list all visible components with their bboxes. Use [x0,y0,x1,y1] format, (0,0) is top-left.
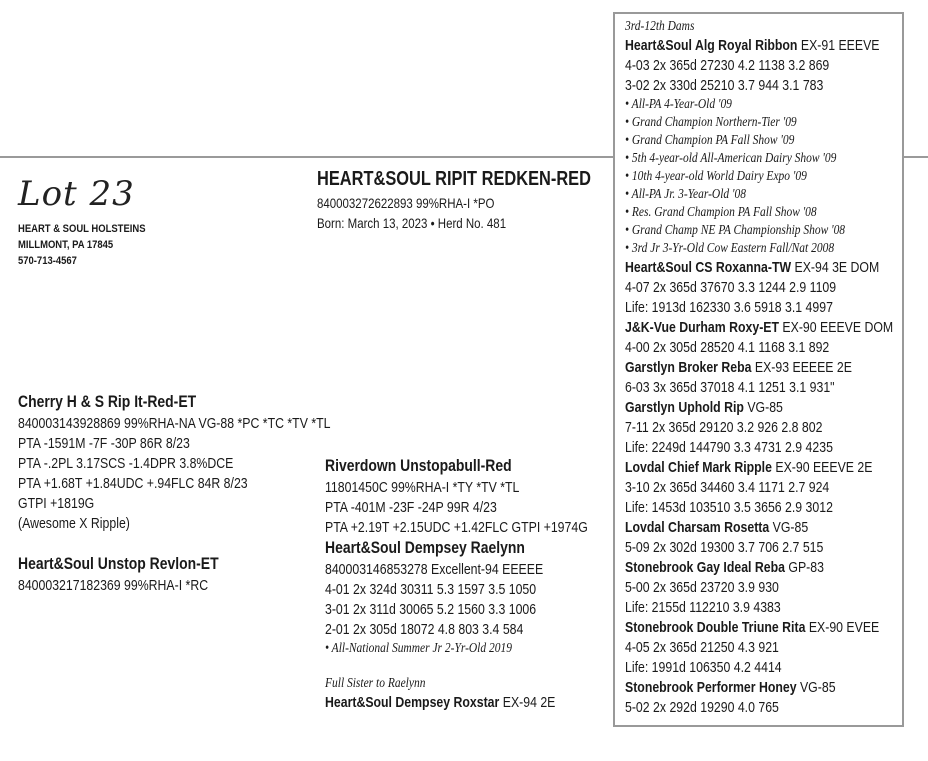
dam-entry-score: EX-90 EEEVE 2E [775,459,873,476]
dam-entry-name: Stonebrook Double Triune Rita [625,619,806,636]
dam-entry-score: EX-90 EEEVE DOM [782,319,894,336]
dam-entry-honor: • All-PA 4-Year-Old '09 [625,97,732,112]
dam-entry-record: 4-03 2x 365d 27230 4.2 1138 3.2 869 [625,57,830,74]
pedigree-rule-right [904,156,928,158]
second-dam-name: Heart&Soul Dempsey Raelynn [325,538,525,557]
dam-entry-name: Heart&Soul CS Roxanna-TW [625,259,792,276]
mgs-line: PTA +2.19T +2.15UDC +1.42FLC GTPI +1974G [325,519,588,536]
second-dam-block [325,538,543,658]
mgs-line: 11801450C 99%RHA-I *TY *TV *TL [325,479,520,496]
sire-line: PTA -1591M -7F -30P 86R 8/23 [18,435,190,452]
dam-entry-header [625,678,893,698]
dam-entry-honor: • 3rd Jr 3-Yr-Old Cow Eastern Fall/Nat 2008 [625,241,835,256]
full-sister-score: EX-94 2E [502,694,556,711]
sire-line: PTA +1.68T +1.84UDC +.94FLC 84R 8/23 [18,475,248,492]
dam-entry-record: 7-11 2x 365d 29120 3.2 926 2.8 802 [625,419,823,436]
dam-entry-name: Stonebrook Gay Ideal Reba [625,559,785,576]
dam-entry-header [625,558,893,578]
dam-entry-score: VG-85 [799,679,836,696]
dam-entry-honor: • 10th 4-year-old World Dairy Expo '09 [625,169,807,184]
dam-entry-record: 5-00 2x 365d 23720 3.9 930 [625,579,779,596]
dam-entry-score: EX-94 3E DOM [794,259,880,276]
dam-entry-record: 5-09 2x 302d 19300 3.7 706 2.7 515 [625,539,824,556]
second-dam-line: 2-01 2x 305d 18072 4.8 803 3.4 584 [325,621,524,638]
consignor-block [18,221,146,269]
dam-entry-header [625,398,893,418]
dam-entry-honor: • All-PA Jr. 3-Year-Old '08 [625,187,746,202]
sire-line: (Awesome X Ripple) [18,515,130,532]
dam-entry-header [625,518,893,538]
dam-entry-score: EX-90 EVEE [808,619,880,636]
mgs-block [325,456,588,538]
dam-entry-header [625,258,893,278]
mgs-line: PTA -401M -23F -24P 99R 4/23 [325,499,497,516]
dam-entry-record: 6-03 3x 365d 37018 4.1 1251 3.1 931" [625,379,835,396]
dam-entry-record: 4-00 2x 305d 28520 4.1 1168 3.1 892 [625,339,830,356]
dam-entry-honor: • 5th 4-year-old All-American Dairy Show '09 [625,151,837,166]
dam-entry-honor: • Grand Champ NE PA Championship Show '08 [625,223,846,238]
dam-entry-header [625,318,893,338]
dam-block [18,554,219,596]
consignor-name: HEART & SOUL HOLSTEINS [18,223,146,235]
dam-entry-name: Garstlyn Uphold Rip [625,399,744,416]
dam-entry-score: EX-91 EEEVE [800,37,880,54]
animal-name: HEART&SOUL RIPIT REDKEN-RED [317,168,591,190]
dam-entry-record: Life: 1453d 103510 3.5 3656 2.9 3012 [625,499,833,516]
dam-entry-header [625,358,893,378]
dam-entry-score: VG-85 [772,519,809,536]
dam-entry-name: Stonebrook Performer Honey [625,679,797,696]
mgs-name: Riverdown Unstopabull-Red [325,456,512,475]
dam-entry-record: Life: 2249d 144790 3.3 4731 2.9 4235 [625,439,833,456]
dam-line: 840003217182369 99%RHA-I *RC [18,577,209,594]
dam-entry-name: Lovdal Chief Mark Ripple [625,459,772,476]
sire-name: Cherry H & S Rip It-Red-ET [18,392,197,411]
pedigree-rule-left [0,156,613,158]
dams-box [613,12,904,727]
dams-list [625,18,893,718]
sire-line: 840003143928869 99%RHA-NA VG-88 *PC *TC *TV *TL [18,415,331,432]
dam-entry-score: VG-85 [747,399,783,416]
dam-entry-header [625,458,893,478]
dam-entry-name: J&K-Vue Durham Roxy-ET [625,319,780,336]
dam-entry-name: Garstlyn Broker Reba [625,359,752,376]
sire-line: PTA -.2PL 3.17SCS -1.4DPR 3.8%DCE [18,455,234,472]
second-dam-line: 840003146853278 Excellent-94 EEEEE [325,561,544,578]
dam-entry-score: EX-93 EEEEE 2E [754,359,852,376]
dam-entry-header [625,36,893,56]
consignor-phone: 570-713-4567 [18,255,77,267]
full-sister-block [325,675,555,713]
second-dam-line: 3-01 2x 311d 30065 5.2 1560 3.3 1006 [325,601,537,618]
animal-id: 840003272622893 99%RHA-I *PO [317,195,495,211]
dams-heading: 3rd-12th Dams [625,19,695,34]
animal-block [317,168,591,233]
dam-entry-score: GP-83 [788,559,824,576]
dam-entry-record: Life: 2155d 112210 3.9 4383 [625,599,781,616]
second-dam-line: 4-01 2x 324d 30311 5.3 1597 3.5 1050 [325,581,537,598]
dam-entry-record: 3-10 2x 365d 34460 3.4 1171 2.7 924 [625,479,830,496]
animal-born: Born: March 13, 2023 • Herd No. 481 [317,215,507,231]
dam-entry-honor: • Grand Champion Northern-Tier '09 [625,115,797,130]
sire-block [18,392,330,534]
second-dam-honor: • All-National Summer Jr 2-Yr-Old 2019 [325,641,512,656]
dam-entry-name: Lovdal Charsam Rosetta [625,519,770,536]
full-sister-label: Full Sister to Raelynn [325,676,426,691]
consignor-location: MILLMONT, PA 17845 [18,239,114,251]
dam-entry-record: 4-05 2x 365d 21250 4.3 921 [625,639,779,656]
dam-entry-honor: • Grand Champion PA Fall Show '09 [625,133,795,148]
dam-entry-record: 3-02 2x 330d 25210 3.7 944 3.1 783 [625,77,824,94]
full-sister-line [325,693,555,713]
dam-entry-header [625,618,893,638]
dam-entry-record: 4-07 2x 365d 37670 3.3 1244 2.9 1109 [625,279,837,296]
dam-entry-record: 5-02 2x 292d 19290 4.0 765 [625,699,779,716]
dam-entry-record: Life: 1991d 106350 4.2 4414 [625,659,782,676]
dam-entry-name: Heart&Soul Alg Royal Ribbon [625,37,798,54]
full-sister-name: Heart&Soul Dempsey Roxstar [325,694,500,711]
sire-line: GTPI +1819G [18,495,95,512]
dam-name: Heart&Soul Unstop Revlon-ET [18,554,219,573]
dam-entry-record: Life: 1913d 162330 3.6 5918 3.1 4997 [625,299,833,316]
dam-entry-honor: • Res. Grand Champion PA Fall Show '08 [625,205,817,220]
lot-number: Lot 23 [18,174,135,214]
